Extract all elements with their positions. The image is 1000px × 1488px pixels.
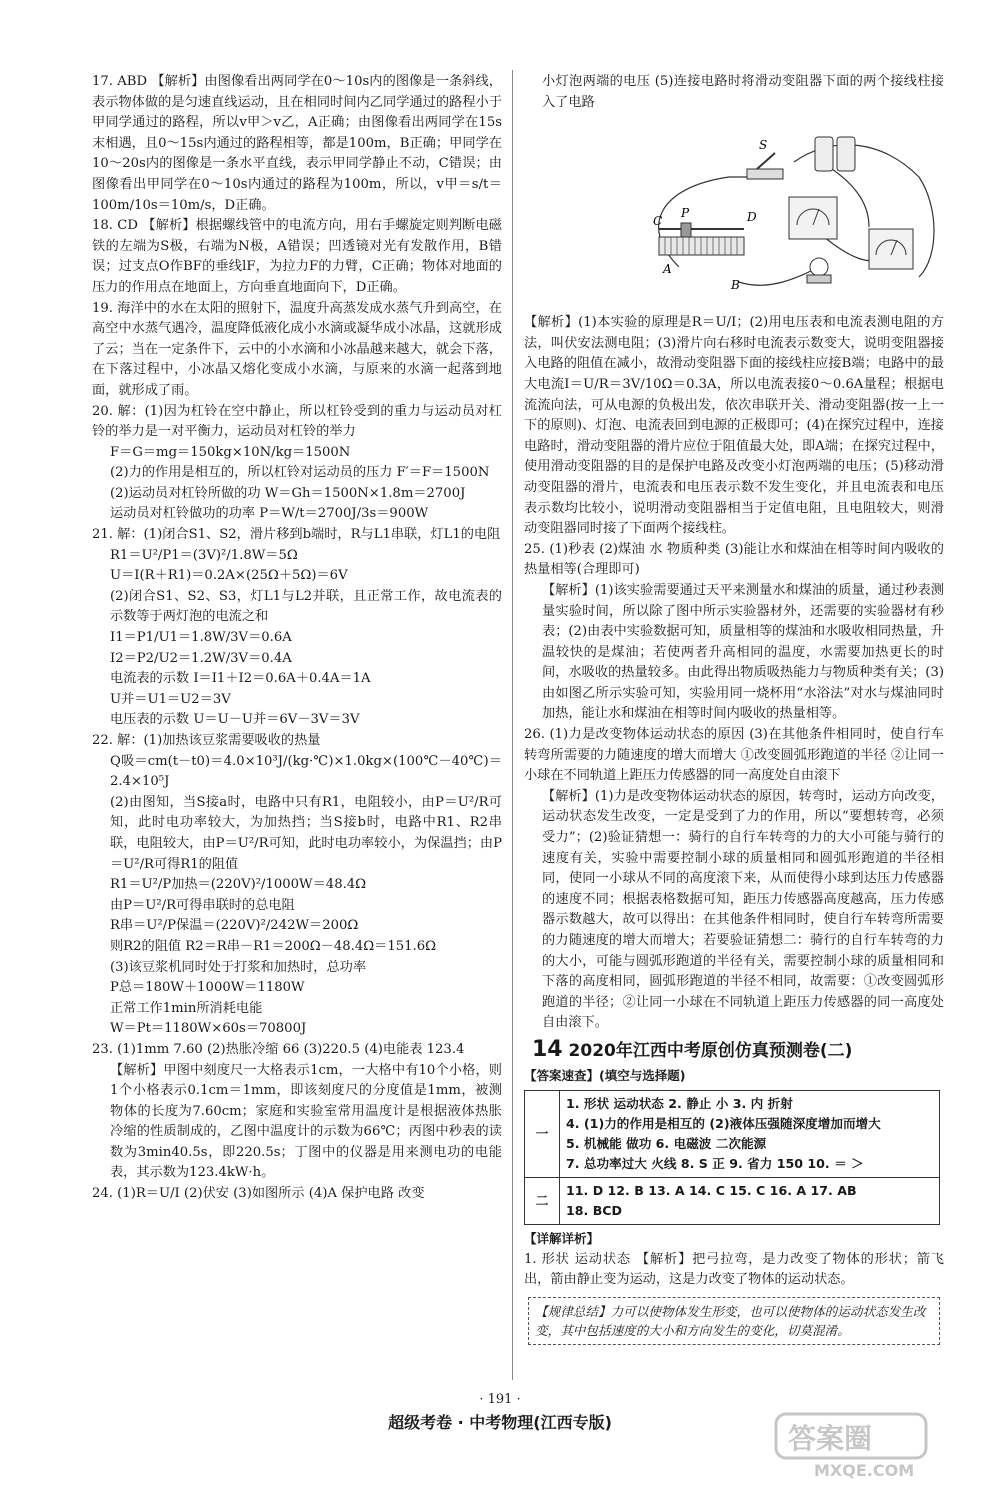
q21-line: U＝I(R＋R1)＝0.2A×(25Ω＋5Ω)＝6V (110, 568, 348, 584)
q21-line: 电压表的示数 U＝U－U并＝6V－3V＝3V (110, 712, 360, 728)
label-b: B (731, 278, 740, 293)
label-s: S (759, 138, 768, 153)
part-one-answers (560, 1091, 940, 1178)
q21-line: I2＝P2/U2＝1.2W/3V＝0.4A (110, 650, 292, 666)
question-26: 26. (1)力是改变物体运动状态的原因 (3)在其他条件相同时，使自行车转弯所需要的力随速度的增大而增大 ①改变圆弧形跑道的半径 ②让同一小球在不同轨道上距压力传感器的同一高度处自由滚下 (524, 727, 944, 784)
question-24: 24. (1)R＝U/I (2)伏安 (3)如图所示 (4)A 保护电路 改变 (92, 1186, 425, 1202)
q22-line: (2)由图知，当S接a时，电路中只有R1，电阻较小，由P＝U²/R可知，此时电功率较大，为加热挡；当S接b时，电路中R1、R2串联，电阻较大，由P＝U²/R可知，此时电功率较小，为保温挡；由P＝U²/R可得R1的阻值 (110, 794, 502, 872)
q22-line: R1＝U²/P加热＝(220V)²/1000W＝48.4Ω (110, 877, 367, 893)
left-column (92, 72, 502, 1205)
q24-continued: 小灯泡两端的电压 (5)连接电路时将滑动变阻器下面的两个接线柱接入了电路 (542, 74, 944, 110)
book-title: 超级考卷 · 中考物理(江西专版) (388, 1413, 612, 1432)
q20-line: 20. 解：(1)因为杠铃在空中静止，所以杠铃受到的重力与运动员对杠铃的举力是一对平衡力，运动员对杠铃的举力 (92, 403, 502, 440)
q20-line: 运动员对杠铃做功的功率 P＝W/t＝2700J/3s＝900W (110, 506, 429, 522)
q21-line: U并＝U1＝U2＝3V (110, 691, 231, 707)
q20-line: F＝G＝mg＝150kg×10N/kg＝1500N (110, 444, 351, 460)
part-one-label: 一 (525, 1091, 560, 1178)
q24-analysis: 【解析】(1)本实验的原理是R＝U/I；(2)用电压表和电流表测电阻的方法，叫伏安法测电阻；(3)滑片向右移时电流表示数变大，说明变阻器接入电路的阻值在减小，故滑动变阻器下面的接线柱应接B端；电路中的最大电流I＝U/R＝3V/10Ω＝0.3A，所以电流表接0～0.6A量程；根据电流流向法，可从电源的负极出发，依次串联开关、滑动变阻器(按一上一下的原则)、灯泡、电流表回到电源的正极即可；(4)在探究过程中，连接电路时，滑动变阻器的滑片应位于阻值最大处，即A端；在探究过程中，使用滑动变阻器的目的是保护电路及改变小灯泡两端的电压；(5)移动滑动变阻器的滑片，电流表和电压表示数不发生变化，并且电流表和电压表示数均比较小，说明滑动变阻器相当于定值电阻，且电阻较大，则滑动变阻器同时接了下面两个接线柱。 (524, 315, 944, 537)
table-row (525, 1091, 940, 1178)
label-c: C (653, 214, 663, 229)
section-number: 14 (532, 1036, 563, 1062)
q21-line: I1＝P1/U1＝1.8W/3V＝0.6A (110, 630, 292, 646)
q22-line: Q吸＝cm(t－t0)＝4.0×10³J/(kg·℃)×1.0kg×(100℃－40℃)＝2.4×10⁵J (110, 753, 502, 790)
q22-line: W＝Pt＝1180W×60s＝70800J (110, 1021, 307, 1037)
question-22 (92, 731, 502, 1040)
q22-line: 正常工作1min所消耗电能 (110, 1000, 263, 1016)
section-title: 2020年江西中考原创仿真预测卷(二) (568, 1040, 853, 1061)
q22-line: P总＝180W＋1000W＝1180W (110, 980, 305, 996)
answer-line: 7. 总功率过大 火线 8. S 正 9. 省力 150 10. ＝ ＞ (566, 1156, 864, 1172)
q23-analysis: 【解析】甲图中刻度尺一大格表示1cm，一大格中有10个小格，则1个小格表示0.1cm＝1mm，即该刻度尺的分度值是1mm，被测物体的长度为7.60cm；家庭和实验室常用温度计是根据液体热胀冷缩的性质制成的，乙图中温度计的示数为66℃；丙图中秒表的读数为3min40.5s，即220.5s；丁图中的仪器是用来测电功的电能表，其示数为123.4kW·h。 (110, 1062, 502, 1181)
q20-line: (2)运动员对杠铃所做的功 W＝Gh＝1500N×1.8m＝2700J (110, 485, 466, 501)
q23-answer: 23. (1)1mm 7.60 (2)热胀冷缩 66 (3)220.5 (4)电能表 123.4 (92, 1041, 465, 1057)
question-18: 18. CD 【解析】根据螺线管中的电流方向，用右手螺旋定则判断电磁铁的左端为S极，右端为N极，A错误；凹透镜对光有发散作用，B错误；过支点O作BF的垂线lF，为拉力F的力臂，C正确；物体对地面的压力的作用点在地面上，方向垂直地面向下，D正确。 (92, 218, 502, 295)
question-20 (92, 402, 502, 526)
column-divider (512, 70, 513, 1380)
question-25: 25. (1)秒表 (2)煤油 水 物质种类 (3)能让水和煤油在相等时间内吸收的热量相等(合理即可) (524, 541, 944, 578)
page-number: · 191 · (479, 1392, 521, 1407)
q21-line: (2)闭合S1、S2、S3，灯L1与L2并联，且正常工作，故电流表的示数等于两灯泡的电流之和 (110, 588, 502, 625)
circuit-drawing (619, 117, 949, 307)
answer-line: 5. 机械能 做功 6. 电磁波 二次能源 (566, 1136, 767, 1152)
q20-line: (2)力的作用是相互的，所以杠铃对运动员的压力 F′＝F＝1500N (110, 465, 490, 481)
answer-table (524, 1090, 940, 1225)
q25-analysis: 【解析】(1)该实验需要通过天平来测量水和煤油的质量，通过秒表测量实验时间，所以除了图中所示实验器材外，还需要的实验器材有秒表；(2)由表中实验数据可知，质量相等的煤油和水吸收相同热量，升温较快的是煤油；若使两者升高相同的温度，水需要加热更长的时间，水吸收的热量较多。由此得出物质吸热能力与物质种类有关；(3)由如图乙所示实验可知，实验用同一烧杯用“水浴法”对水与煤油同时加热，能让水和煤油在相等时间内吸收的热量相等。 (542, 582, 944, 722)
detail-label: 【详解详析】 (524, 1231, 600, 1247)
q21-line: 21. 解：(1)闭合S1、S2，滑片移到b端时，R与L1串联，灯L1的电阻 (92, 527, 501, 543)
circuit-diagram (619, 117, 949, 307)
rule-summary-box: 【规律总结】力可以使物体发生形变，也可以使物体的运动状态发生改变，其中包括速度的大小和方向发生的变化，切莫混淆。 (528, 1297, 940, 1345)
label-a: A (663, 262, 672, 277)
question-23 (92, 1040, 502, 1184)
question-17: 17. ABD 【解析】由图像看出两同学在0～10s内的图像是一条斜线，表示物体做的是匀速直线运动，且在相同时间内乙同学通过的路程小于甲同学通过的路程，所以v甲＞v乙，A正确；由图像看出两同学在15s末相遇，且0～15s内通过的路程相等，都是100m，B正确；甲同学在10～20s内的图像是一条水平直线，表示甲同学静止不动，C错误；由图像看出甲同学在0～10s内通过的路程为100m，所以，v甲＝s/t＝100m/10s＝10m/s，D正确。 (92, 74, 502, 213)
answer-line: 11. D 12. B 13. A 14. C 15. C 16. A 17. AB (566, 1183, 857, 1199)
answer-line: 4. (1)力的作用是相互的 (2)液体压强随深度增加而增大 (566, 1116, 881, 1132)
part-two-answers (560, 1178, 940, 1225)
q22-line: R串＝U²/P保温＝(220V)²/242W＝200Ω (110, 918, 359, 934)
question-19: 19. 海洋中的水在太阳的照射下，温度升高蒸发成水蒸气升到高空，在高空中水蒸气遇冷，温度降低液化成小水滴或凝华成小冰晶，这就形成了云；当在一定条件下，云中的小水滴和小冰晶越来越大，就会下落，在下落过程中，小冰晶又熔化变成小水滴，与原来的水滴一起落到地面，就形成了雨。 (92, 300, 502, 398)
answer-line: 18. BCD (566, 1203, 622, 1219)
table-row (525, 1178, 940, 1225)
detail-1: 1. 形状 运动状态 【解析】把弓拉弯，是力改变了物体的形状；箭飞出，箭由静止变为运动，这是力改变了物体的运动状态。 (524, 1251, 944, 1288)
q26-analysis: 【解析】(1)力是改变物体运动状态的原因，转弯时，运动方向改变，运动状态发生改变，一定是受到了力的作用，所以“要想转弯，必须受力”；(2)验证猜想一：骑行的自行车转弯的力的大小可能与骑行的速度有关，实验中需要控制小球的质量相同和圆弧形跑道的半径相同，使同一小球从不同的高度滚下来，从而使得小球到达压力传感器的速度不同；根据表格数据可知，距压力传感器高度越高，压力传感器示数越大，故可以得出：在其他条件相同时，使自行车转弯所需要的力随速度的增大而增大；若要验证猜想二：骑行的自行车转弯的力的大小，可能与圆弧形跑道的半径有关，需要控制小球的质量相同和下落的高度相同，圆弧形跑道的半径不相同，故需要：①改变圆弧形跑道的半径；②让同一小球在不同轨道上距压力传感器的同一高度处自由滚下。 (542, 788, 944, 1031)
label-p: P (681, 206, 690, 221)
svg-text:MXQE.COM: MXQE.COM (814, 1461, 915, 1480)
svg-text:答案圈: 答案圈 (788, 1422, 873, 1455)
question-21 (92, 525, 502, 731)
watermark-logo (774, 1410, 974, 1482)
answer-line: 1. 形状 运动状态 2. 静止 小 3. 内 折射 (566, 1096, 793, 1112)
q22-line: 则R2的阻值 R2＝R串－R1＝200Ω－48.4Ω＝151.6Ω (110, 938, 437, 954)
q22-line: (3)该豆浆机同时处于打浆和加热时，总功率 (110, 959, 367, 975)
answer-quick-label: 【答案速查】(填空与选择题) (524, 1067, 686, 1083)
q21-line: 电流表的示数 I＝I1＋I2＝0.6A＋0.4A＝1A (110, 671, 371, 687)
label-d: D (747, 210, 757, 225)
q22-line: 22. 解：(1)加热该豆浆需要吸收的热量 (92, 733, 321, 748)
q21-line: R1＝U²/P1＝(3V)²/1.8W＝5Ω (110, 547, 298, 563)
part-two-label: 二 (525, 1178, 560, 1225)
section-heading (532, 1036, 944, 1062)
q22-line: 由P＝U²/R可得串联时的总电阻 (110, 897, 295, 913)
right-column (524, 72, 944, 1345)
